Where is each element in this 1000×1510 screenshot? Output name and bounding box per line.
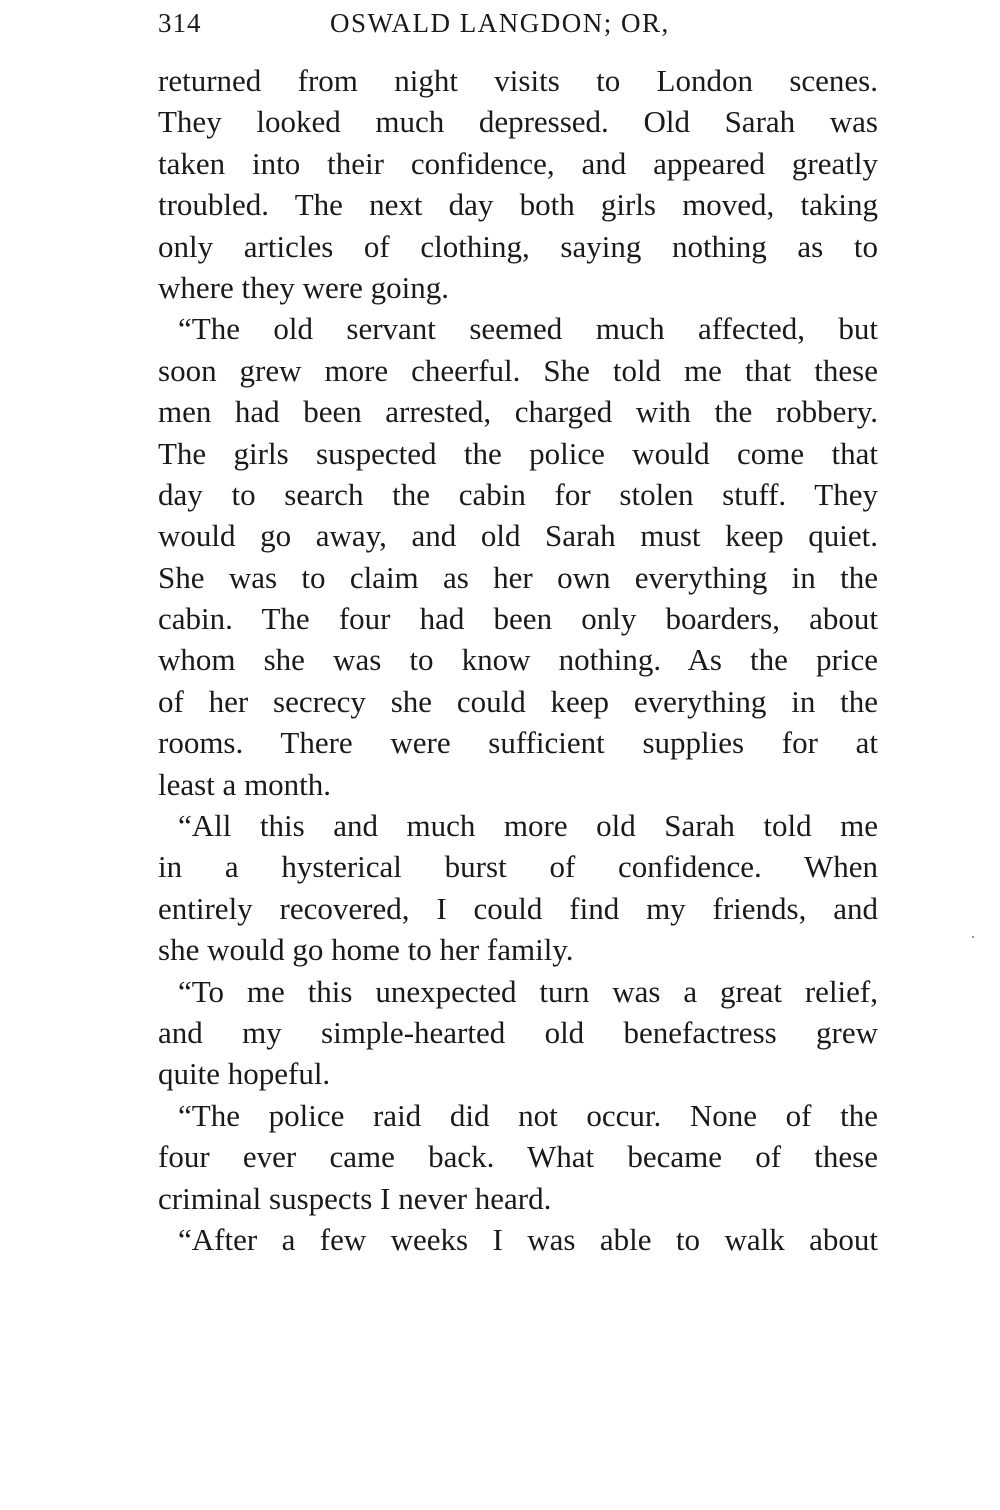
text-line: taken into their confidence, and appeared greatly (158, 145, 878, 181)
text-line: returned from night visits to London scenes. (158, 63, 878, 98)
text-line: “All this and much more old Sarah told me (178, 808, 878, 844)
text-line: least a month. (158, 766, 332, 802)
running-title: OSWALD LANGDON; OR, (330, 8, 670, 38)
text-line: day to search the cabin for stolen stuff. They (158, 476, 878, 512)
text-line: They looked much depressed. Old Sarah was (158, 104, 878, 140)
text-line: The girls suspected the police would come that (158, 435, 878, 471)
text-line: where they were going. (158, 269, 449, 305)
text-line: entirely recovered, I could find my friends, and (158, 890, 878, 926)
body-text (158, 60, 878, 1260)
text-line: four ever came back. What became of these (158, 1139, 878, 1175)
text-line: cabin. The four had been only boarders, about (158, 601, 878, 637)
text-line: quite hopeful. (158, 1056, 331, 1092)
text-line: “The police raid did not occur. None of the (178, 1097, 878, 1133)
text-line: would go away, and old Sarah must keep quiet. (158, 518, 878, 554)
text-line: criminal suspects I never heard. (158, 1180, 552, 1216)
scan-speck (972, 936, 974, 938)
text-line: “After a few weeks I was able to walk about (178, 1221, 878, 1257)
text-line: “To me this unexpected turn was a great relief, (178, 973, 878, 1009)
text-line: only articles of clothing, saying nothing as to (158, 228, 878, 264)
page-header (158, 4, 878, 44)
text-line: whom she was to know nothing. As the price (158, 642, 878, 678)
text-line: men had been arrested, charged with the robbery. (158, 394, 878, 430)
text-line: she would go home to her family. (158, 932, 574, 968)
text-line: and my simple-hearted old benefactress grew (158, 1014, 878, 1050)
text-line: “The old servant seemed much affected, but (178, 311, 878, 347)
text-line: soon grew more cheerful. She told me that these (158, 352, 878, 388)
text-line: She was to claim as her own everything in the (158, 559, 878, 595)
text-line: rooms. There were sufficient supplies for at (158, 725, 878, 761)
text-line: troubled. The next day both girls moved, taking (158, 187, 878, 223)
page-number: 314 (158, 8, 202, 38)
text-line: in a hysterical burst of confidence. When (158, 849, 878, 885)
text-line: of her secrecy she could keep everything in the (158, 683, 878, 719)
